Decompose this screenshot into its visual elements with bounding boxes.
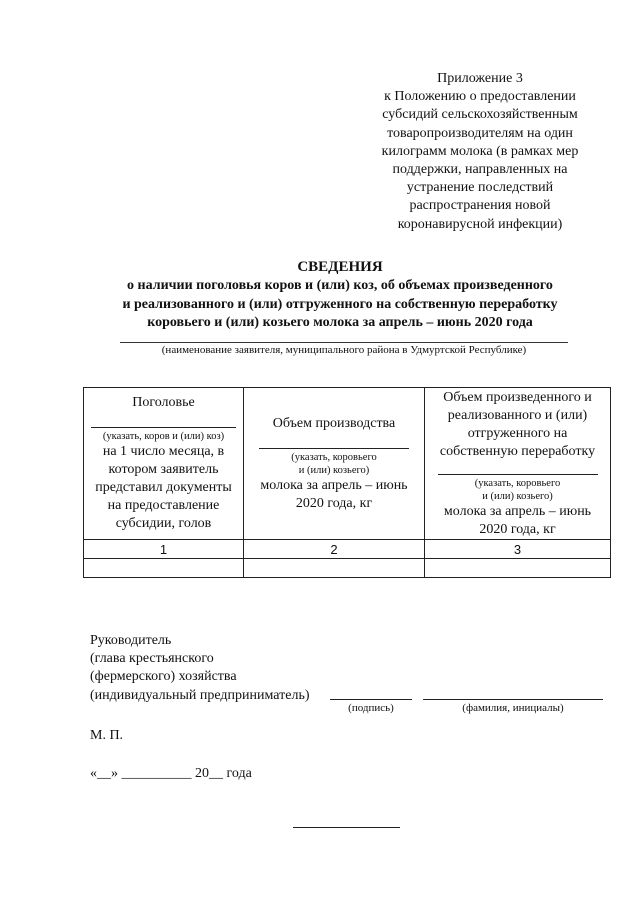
applicant-field-line[interactable] (120, 342, 568, 343)
column-header-livestock (84, 388, 244, 540)
header-hint: (указать, коровьего (474, 477, 561, 489)
appendix-line: Приложение 3 (437, 71, 523, 86)
title-heading: СВЕДЕНИЯ (297, 259, 383, 275)
header-top: собственную переработку (439, 443, 596, 459)
appendix-block (360, 70, 600, 234)
header-hint-line (438, 474, 598, 503)
title-line: о наличии поголовья коров и (или) коз, об объемах произведенного (127, 278, 553, 293)
header-bottom: 2020 года, кг (479, 521, 556, 537)
signature-field[interactable] (330, 699, 412, 700)
signature-line: (индивидуальный предприниматель) (90, 687, 310, 703)
header-hint: и (или) козьего) (482, 490, 553, 502)
name-field[interactable] (423, 699, 603, 700)
header-hint: (указать, коров и (или) коз) (91, 427, 236, 443)
column-number: 3 (425, 540, 611, 559)
appendix-line: товаропроизводителям на один (387, 125, 573, 141)
header-top: реализованного и (или) (447, 407, 588, 423)
stamp-place: М. П. (90, 728, 124, 743)
livestock-cell[interactable] (84, 559, 244, 578)
data-table (83, 387, 611, 578)
name-caption: (фамилия, инициалы) (462, 702, 564, 714)
header-top: Поголовье (132, 395, 195, 410)
appendix-line: поддержки, направленных на (392, 162, 568, 178)
production-cell[interactable] (244, 559, 425, 578)
column-header-production (244, 388, 425, 540)
column-number-row (84, 540, 611, 559)
header-bottom: молока за апрель – июнь (260, 477, 408, 493)
signature-line: (фермерского) хозяйства (90, 669, 237, 685)
applicant-caption: (наименование заявителя, муниципального района в Удмуртской Республике) (161, 344, 527, 356)
document-title (70, 258, 610, 333)
table-row (84, 559, 611, 578)
appendix-line: коронавирусной инфекции) (397, 216, 563, 232)
signature-line: Руководитель (90, 633, 172, 648)
signature-caption: (подпись) (348, 702, 394, 714)
header-bottom: молока за апрель – июнь (443, 503, 592, 519)
column-number: 2 (244, 540, 425, 559)
appendix-line: к Положению о предоставлении (384, 89, 576, 105)
signature-line: (глава крестьянского (90, 651, 214, 667)
date-field[interactable]: «__» __________ 20__ года (90, 766, 252, 781)
bottom-line (293, 827, 400, 828)
header-hint: (указать, коровьего (291, 451, 377, 463)
column-header-sales (425, 388, 611, 540)
appendix-line: распространения новой (409, 198, 551, 214)
title-line: коровьего и (или) козьего молока за апрель – июнь 2020 года (147, 315, 533, 330)
header-top: Объем производства (272, 415, 396, 431)
column-number: 1 (84, 540, 244, 559)
header-bottom: 2020 года, кг (295, 495, 373, 511)
header-bottom: субсидии, голов (115, 516, 212, 531)
sales-cell[interactable] (425, 559, 611, 578)
signature-block (90, 632, 310, 705)
appendix-line: субсидий сельскохозяйственным (382, 107, 578, 123)
header-bottom: представил документы (95, 480, 232, 495)
appendix-line: устранение последствий (406, 180, 554, 196)
header-top: отгруженного на (467, 425, 568, 441)
header-bottom: котором заявитель (108, 462, 219, 477)
appendix-line: килограмм молока (в рамках мер (381, 143, 579, 159)
header-bottom: на предоставление (107, 498, 220, 513)
header-hint-line (259, 448, 409, 477)
header-bottom: на 1 число месяца, в (102, 444, 225, 459)
title-line: и реализованного и (или) отгруженного на собственную переработку (122, 296, 558, 312)
header-top: Объем произведенного и (443, 389, 592, 405)
header-hint: и (или) козьего) (298, 464, 370, 476)
